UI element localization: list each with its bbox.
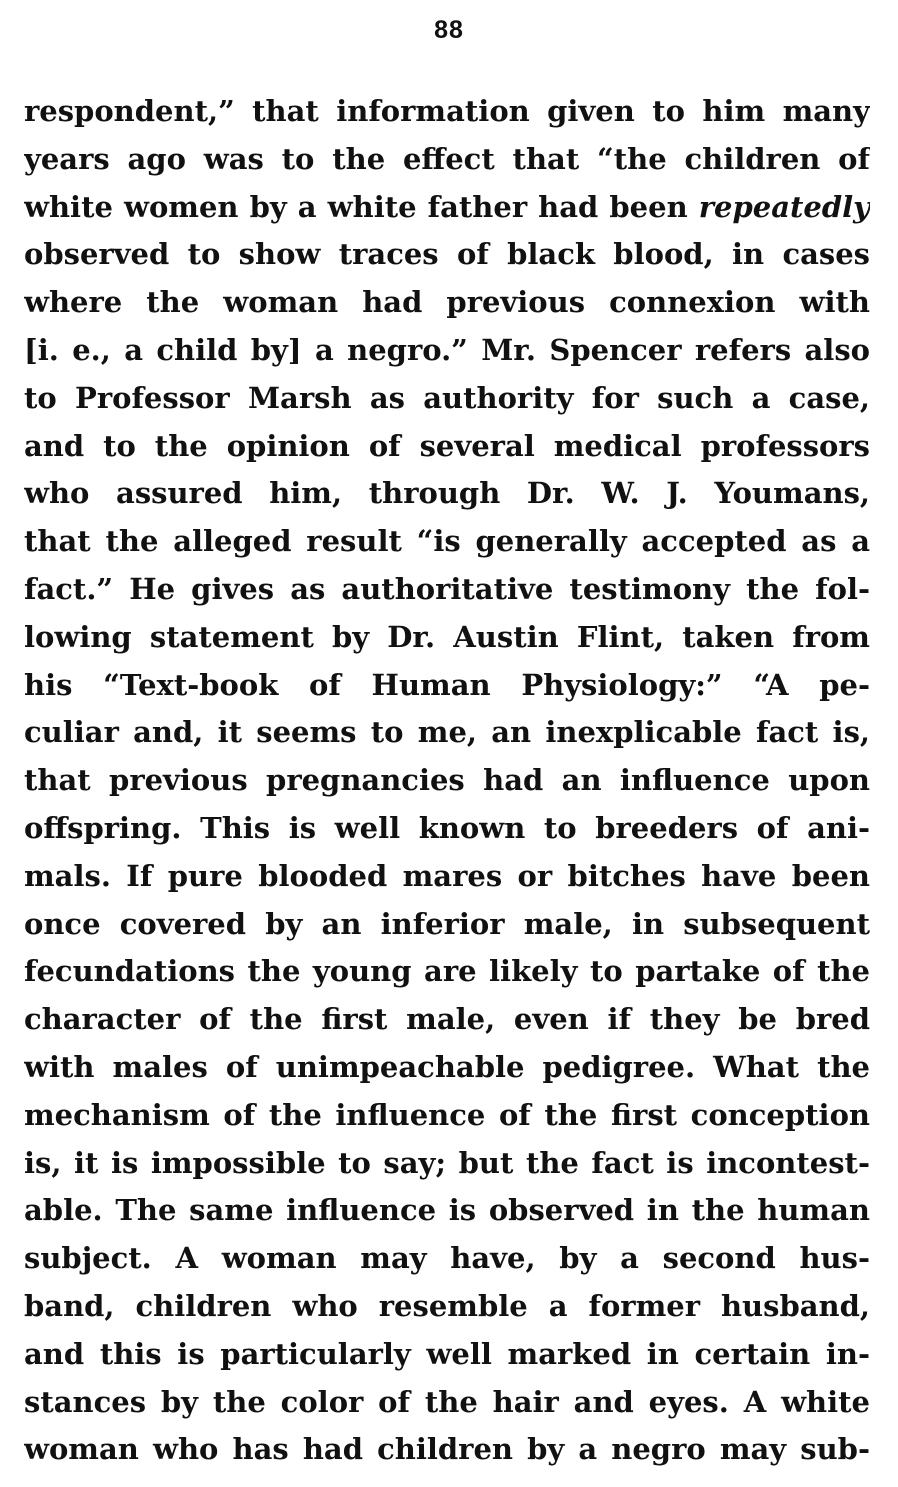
body-text xyxy=(24,88,870,1474)
text-line-8: and to the opinion of several medical professors xyxy=(24,428,870,463)
text-line-21: with males of unimpeachable pedigree. What the xyxy=(24,1049,870,1084)
text-line-26: band, children who resemble a former husband, xyxy=(24,1288,870,1323)
text-line-4: observed to show traces of black blood, in cases xyxy=(24,237,870,272)
text-line-7: to Professor Marsh as authority for such a case, xyxy=(24,380,870,415)
text-line-20: character of the first male, even if they be bred xyxy=(24,1002,870,1037)
text-line-16: offspring. This is well known to breeders of ani- xyxy=(24,810,870,845)
text-line-9: who assured him, through Dr. W. J. Youmans, xyxy=(24,476,870,511)
text-line-17: mals. If pure blooded mares or bitches have been xyxy=(24,858,870,893)
text-line-27: and this is particularly well marked in certain in- xyxy=(24,1336,870,1371)
text-line-1: respondent,” that information given to him many xyxy=(24,94,870,128)
text-line-12: lowing statement by Dr. Austin Flint, taken from xyxy=(24,619,870,654)
text-line-24: able. The same influence is observed in the human xyxy=(24,1193,870,1228)
text-line-22: mechanism of the influence of the first conception xyxy=(24,1097,870,1132)
page-number: 88 xyxy=(434,16,464,44)
text-line-11: fact.” He gives as authoritative testimony the fol- xyxy=(24,571,870,606)
text-line-29: woman who has had children by a negro may sub- xyxy=(24,1432,870,1467)
text-line-10: that the alleged result “is generally accepted as a xyxy=(24,524,870,559)
text-line-14: culiar and, it seems to me, an inexplicable fact is, xyxy=(24,715,870,750)
italic-word-repeatedly: repeatedly xyxy=(698,189,870,224)
text-line-3 xyxy=(24,184,870,232)
text-line-28: stances by the color of the hair and eyes. A white xyxy=(24,1384,870,1419)
text-line-6: [i. e., a child by] a negro.” Mr. Spencer refers also xyxy=(24,332,870,367)
text-line-3-roman: white women by a white father had been xyxy=(24,189,699,224)
text-line-15: that previous pregnancies had an influence upon xyxy=(24,763,870,798)
text-line-2: years ago was to the effect that “the children of xyxy=(24,141,870,176)
text-line-18: once covered by an inferior male, in subsequent xyxy=(24,906,870,941)
text-line-5: where the woman had previous connexion with xyxy=(24,285,870,320)
text-line-25: subject. A woman may have, by a second hus- xyxy=(24,1241,870,1276)
text-line-19: fecundations the young are likely to partake of the xyxy=(24,954,870,989)
text-line-23: is, it is impossible to say; but the fact is incontest- xyxy=(24,1145,870,1180)
text-line-13: his “Text-book of Human Physiology:” “A pe- xyxy=(24,667,870,702)
